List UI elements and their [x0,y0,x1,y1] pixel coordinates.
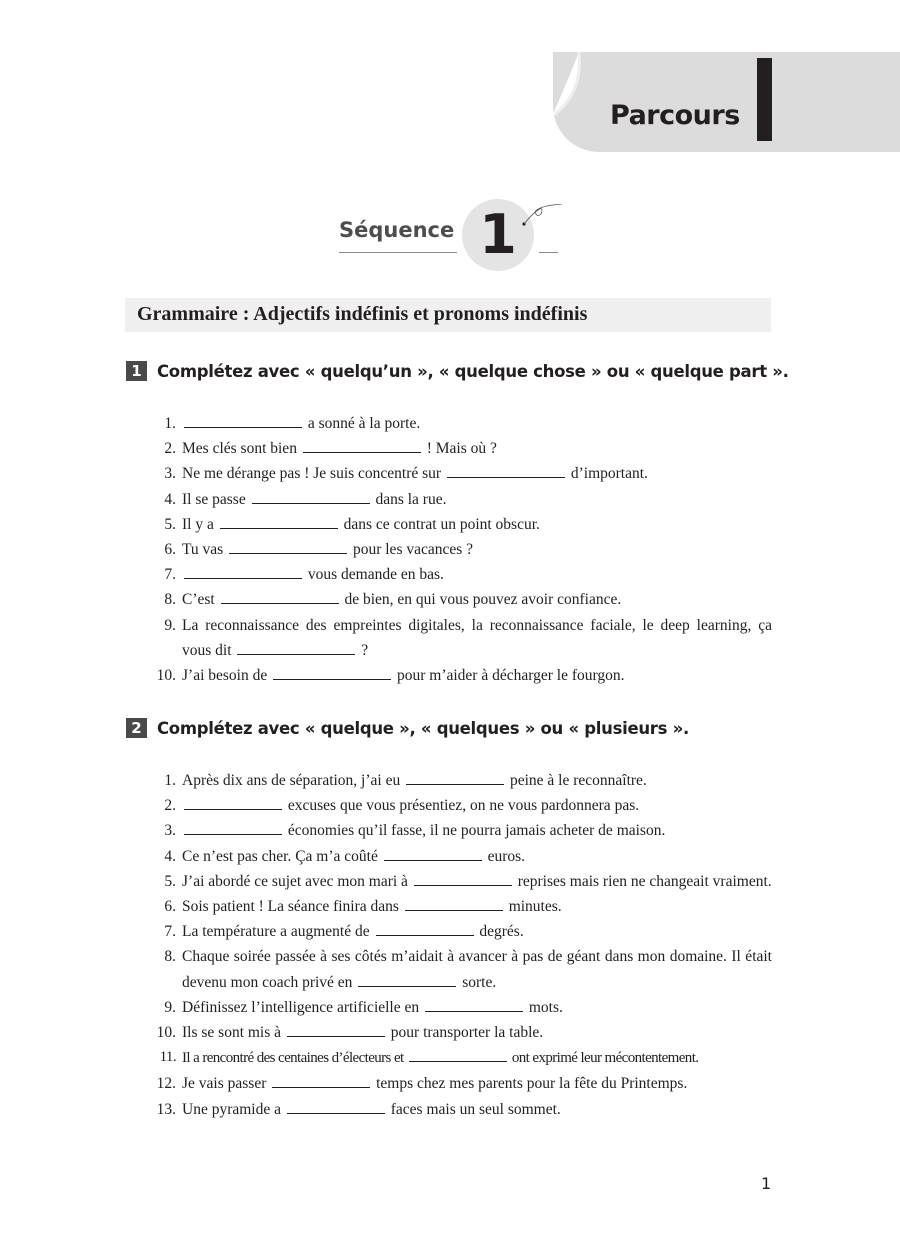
item-text-before: Ce n’est pas cher. Ça m’a coûté [182,847,382,865]
item-text-after: pour les vacances ? [349,541,474,559]
item-text-before: Sois patient ! La séance finira dans [182,898,403,916]
list-item [146,1045,772,1071]
exercise-1-header [126,361,789,381]
sequence-label: Séquence [339,218,455,242]
exercise-1-list [146,411,772,688]
answer-blank[interactable] [425,995,523,1012]
item-text-before: Une pyramide a [182,1100,285,1118]
item-text-after: de bien, en qui vous pouvez avoir confiance. [340,591,622,609]
list-item [146,411,772,436]
item-text-after: faces mais un seul sommet. [386,1100,561,1118]
list-item [146,487,772,512]
section-marker-bar [757,58,772,141]
item-number: 12. [156,1075,176,1093]
list-item [146,613,772,663]
list-item [146,663,772,688]
answer-blank[interactable] [184,411,302,428]
item-text-before: Il y a [182,515,218,533]
item-text-after: minutes. [504,898,562,916]
item-number: 3. [164,822,176,840]
item-number: 4. [164,847,176,865]
list-item [146,537,772,562]
item-number: 6. [164,898,176,916]
list-item [146,512,772,537]
item-number: 3. [164,465,176,483]
divider [339,252,457,253]
item-text-after: temps chez mes parents pour la fête du Printemps. [372,1075,688,1093]
exercise-number-badge: 2 [126,718,147,738]
answer-blank[interactable] [405,894,503,911]
answer-blank[interactable] [184,818,282,835]
item-text-after: pour transporter la table. [386,1024,544,1042]
item-text-before: La reconnaissance des empreintes digitales, la reconnaissance faciale, le deep learning, ça vous dit [182,616,772,659]
page-number: 1 [761,1174,772,1193]
item-text-before: La température a augmenté de [182,923,374,941]
item-text-before: J’ai besoin de [182,667,272,685]
item-text-after: peine à le reconnaître. [506,772,647,789]
sequence-number: 1 [479,203,517,266]
grammar-title: Grammaire : Adjectifs indéfinis et pronoms indéfinis [137,303,588,325]
answer-blank[interactable] [229,537,347,554]
answer-blank[interactable] [406,768,504,785]
list-item [146,919,772,944]
item-number: 1. [164,772,176,789]
item-text-after: économies qu’il fasse, il ne pourra jamais acheter de maison. [284,822,666,840]
exercise-number-badge: 1 [126,361,147,381]
item-text-before: Après dix ans de séparation, j’ai eu [182,772,405,789]
item-number: 2. [164,440,176,458]
item-text-after: ? [357,641,369,659]
item-text-after: reprises mais rien ne changeait vraiment. [513,872,772,890]
item-text-before: Je vais passer [182,1075,271,1093]
answer-blank[interactable] [287,1020,385,1037]
item-number: 9. [164,998,176,1016]
divider [539,252,558,253]
swirl-decoration-icon [520,204,562,230]
item-text-after: d’important. [566,465,648,483]
item-text-before: Ils se sont mis à [182,1024,285,1042]
item-number: 5. [164,872,176,890]
item-number: 7. [164,566,176,584]
item-text-before: Tu vas [182,541,228,559]
item-number: 10. [156,667,176,685]
answer-blank[interactable] [414,869,512,886]
list-item [146,768,772,793]
section-title: Parcours [610,100,740,131]
item-text-before: Il a rencontré des centaines d’électeurs et [182,1050,407,1067]
answer-blank[interactable] [272,1071,370,1088]
answer-blank[interactable] [237,638,355,655]
answer-blank[interactable] [287,1097,385,1114]
item-text-after: ont exprimé leur mécontentement. [508,1050,699,1067]
list-item [146,1071,772,1096]
item-text-after: dans la rue. [371,490,447,508]
list-item [146,995,772,1020]
list-item [146,587,772,612]
item-text-after: vous demande en bas. [304,566,444,584]
item-number: 9. [164,616,176,634]
list-item [146,436,772,461]
item-text-after: dans ce contrat un point obscur. [339,515,540,533]
item-number: 10. [156,1024,176,1042]
answer-blank[interactable] [409,1045,507,1062]
item-text-after: degrés. [475,923,524,941]
item-number: 11. [159,1049,176,1066]
item-text-after: pour m’aider à décharger le fourgon. [393,667,625,685]
answer-blank[interactable] [220,512,338,529]
item-text-before: Chaque soirée passée à ses côtés m’aidait à avancer à pas de géant dans mon domaine. Il était devenu mon coach privé en [182,948,772,991]
exercise-2-list [146,768,772,1122]
item-text-after: euros. [483,847,526,865]
item-number: 2. [164,797,176,815]
list-item [146,461,772,486]
exercise-instruction: Complétez avec « quelque », « quelques » ou « plusieurs ». [157,718,689,738]
list-item [146,818,772,843]
item-text-before: C’est [182,591,219,609]
item-number: 8. [164,948,176,966]
item-text-before: J’ai abordé ce sujet avec mon mari à [182,872,412,890]
item-text-after: mots. [525,998,563,1016]
answer-blank[interactable] [184,562,302,579]
item-number: 13. [156,1100,176,1118]
item-text-after: a sonné à la porte. [304,415,421,432]
list-item [146,562,772,587]
answer-blank[interactable] [252,487,370,504]
page-curl-icon [553,52,593,132]
answer-blank[interactable] [184,793,282,810]
answer-blank[interactable] [303,436,421,453]
item-text-after: excuses que vous présentiez, on ne vous pardonnera pas. [284,797,640,815]
answer-blank[interactable] [273,663,391,680]
list-item [146,844,772,869]
list-item [146,869,772,894]
item-number: 7. [164,923,176,941]
grammar-banner [125,298,771,332]
exercise-2-header [126,718,689,738]
answer-blank[interactable] [447,461,565,478]
item-number: 6. [164,541,176,559]
list-item [146,1020,772,1045]
answer-blank[interactable] [358,970,456,987]
answer-blank[interactable] [221,587,339,604]
list-item [146,944,772,994]
exercise-instruction: Complétez avec « quelqu’un », « quelque chose » ou « quelque part ». [157,361,789,381]
list-item [146,793,772,818]
item-text-before: Définissez l’intelligence artificielle en [182,998,423,1016]
item-text-before: Mes clés sont bien [182,440,301,458]
item-number: 8. [164,591,176,609]
list-item [146,1097,772,1122]
item-number: 5. [164,515,176,533]
item-text-after: sorte. [458,973,497,991]
item-number: 1. [164,415,176,432]
item-number: 4. [164,490,176,508]
answer-blank[interactable] [384,844,482,861]
item-text-before: Ne me dérange pas ! Je suis concentré sur [182,465,445,483]
list-item [146,894,772,919]
item-text-before: Il se passe [182,490,250,508]
item-text-after: ! Mais où ? [422,440,497,458]
answer-blank[interactable] [376,919,474,936]
